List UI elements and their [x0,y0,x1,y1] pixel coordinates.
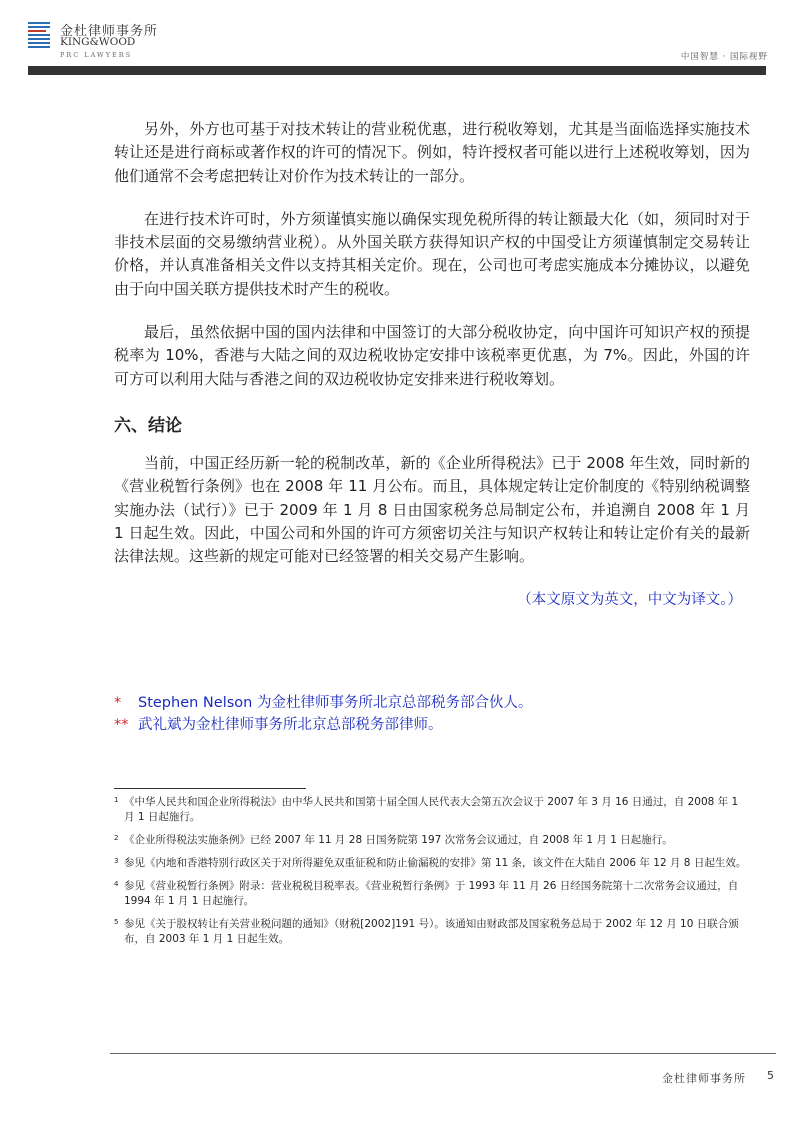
footnote-divider [114,788,306,789]
author-notes [114,692,532,736]
paragraph: 最后，虽然依据中国的国内法律和中国签订的大部分税收协定，向中国许可知识产权的预提税率为 10%，香港与大陆之间的双边税收协定安排中该税率更优惠，为 7%。因此，外国的许可方可以利用大陆与香港之间的双边税收协定安排来进行税收筹划。 [114,323,750,388]
footnote-text: 《企业所得税法实施条例》已经 2007 年 11 月 28 日国务院第 197 次常务会议通过，自 2008 年 1 月 1 日起施行。 [124,834,673,846]
footnote [114,795,750,825]
logo-en-text: KING&WOOD [60,36,136,48]
footnote [114,879,750,909]
paragraph: 另外，外方也可基于对技术转让的营业税优惠，进行税收筹划，尤其是当面临选择实施技术转让还是进行商标或著作权的许可的情况下。例如，特许授权者可能以进行上述税收筹划，因为他们通常不会考虑把转让对价作为技术转让的一部分。 [114,120,750,185]
asterisk-marker: * [114,695,122,711]
author-note-text: Stephen Nelson 为金杜律师事务所北京总部税务部合伙人。 [138,695,533,711]
section-heading: 六、结论 [114,415,182,436]
footnote-number: 1 [114,796,119,804]
logo-stripes-icon [28,20,54,52]
footnote-number: 5 [114,918,119,926]
footnote [114,833,750,848]
header-tagline: 中国智慧 · 国际视野 [680,52,768,62]
footnote [114,856,750,871]
paragraph: 在进行技术许可时，外方须谨慎实施以确保实现免税所得的转让额最大化（如，须同时对于非技术层面的交易缴纳营业税）。从外国关联方获得知识产权的中国受让方须谨慎制定交易转让价格，并认真准备相关文件以支持其相关定价。现在，公司也可考虑实施成本分摊协议，以避免由于向中国关联方提供技术时产生的税收。 [114,209,750,298]
footer-firm-name: 金杜律师事务所 [662,1072,746,1085]
footnote-text: 参见《关于股权转让有关营业税问题的通知》（财税[2002]191 号）。该通知由财政部及国家税务总局于 2002 年 12 月 10 日联合颁布，自 2003 年 1 月 1 日起生效。 [124,918,739,945]
footnotes [114,795,750,955]
footnote-number: 4 [114,880,119,888]
author-note [114,692,532,714]
footnote-text: 参见《营业税暂行条例》附录：营业税税目税率表。《营业税暂行条例》于 1993 年 11 月 26 日经国务院第十二次常务会议通过，自 1994 年 1 月 1 日起施行。 [124,880,739,907]
footnote-text: 《中华人民共和国企业所得税法》由中华人民共和国第十届全国人民代表大会第五次会议于 2007 年 3 月 16 日通过，自 2008 年 1 月 1 日起施行。 [124,796,739,823]
firm-logo [28,20,168,62]
translation-note: （本文原文为英文，中文为译文。） [517,592,742,609]
author-note-text: 武礼斌为金杜律师事务所北京总部税务部律师。 [138,717,443,733]
footer-divider [110,1053,776,1054]
header-bar [28,66,766,75]
footnote-number: 2 [114,834,119,842]
footnote-number: 3 [114,857,119,865]
asterisk-marker: ** [114,717,129,733]
logo-cn-text: 金杜律师事务所 [60,24,159,39]
footnote [114,917,750,947]
footnote-text: 参见《内地和香港特别行政区关于对所得避免双重征税和防止偷漏税的安排》第 11 条，该文件在大陆自 2006 年 12 月 8 日起生效。 [124,857,747,869]
author-note [114,714,532,736]
logo-sub-text: PRC LAWYERS [60,51,133,59]
page-number: 5 [767,1069,774,1082]
conclusion-paragraph: 当前，中国正经历新一轮的税制改革，新的《企业所得税法》已于 2008 年生效，同时新的《营业税暂行条例》也在 2008 年 11 月公布。而且，具体规定转让定价制度的《特别纳税调整实施办法（试行）》已于 2009 年 1 月 8 日由国家税务总局制定公布，并追溯自 2008 年 1 月 1 日起生效。因此，中国公司和外国的许可方须密切关注与知识产权转让和转让定价有关的最新法律法规。这些新的规定可能对已经签署的相关交易产生影响。 [114,453,750,566]
main-content [114,118,750,609]
